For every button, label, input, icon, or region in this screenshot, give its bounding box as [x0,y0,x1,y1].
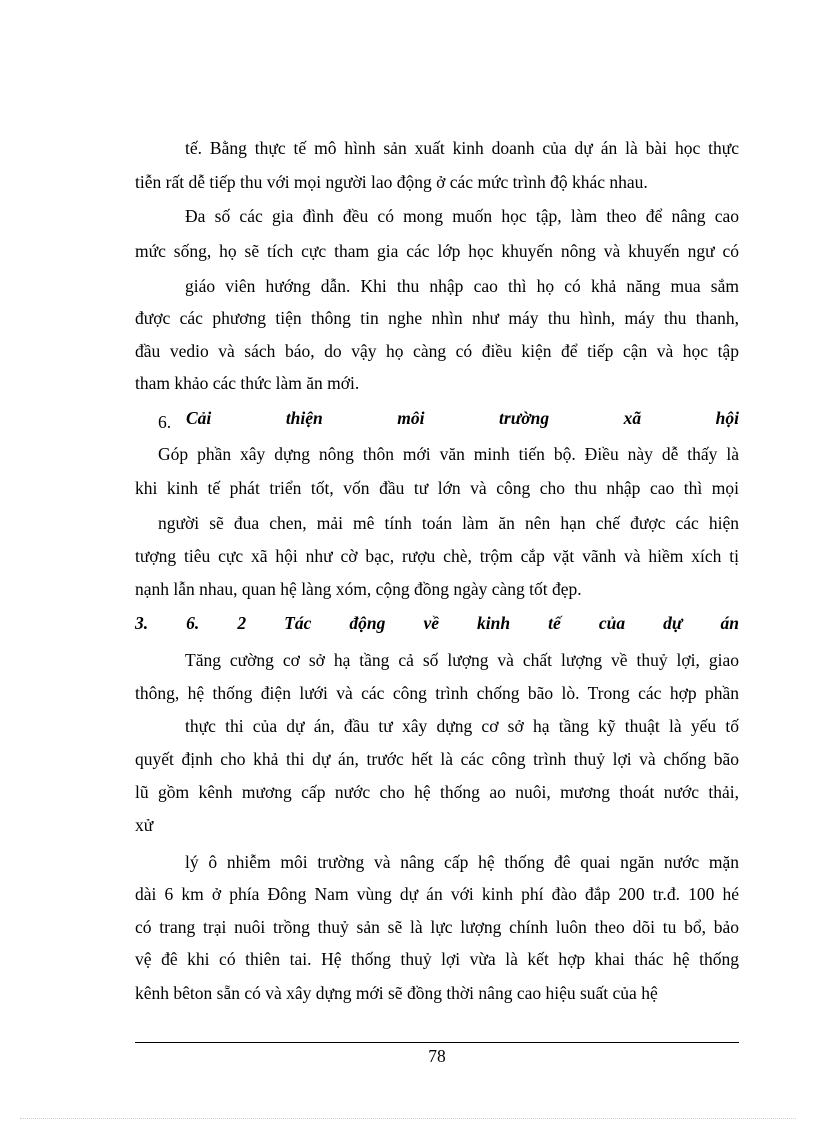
text-line: tiễn rất dễ tiếp thu với mọi người lao động ở các mức trình độ khác nhau. [135,172,648,192]
text-line: vệ đê khi có thiên tai. Hệ thống thuỷ lợi vừa là kết hợp khai thác hệ thống [135,949,739,969]
text-line: quyết định cho khả thi dự án, trước hết là các công trình thuỷ lợi và chống bão [135,749,739,769]
text-line: được các phương tiện thông tin nghe nhìn như máy thu hình, máy thu thanh, [135,308,739,328]
heading-word: thiện [285,408,323,428]
text-line: nạnh lẫn nhau, quan hệ làng xóm, cộng đồng ngày càng tốt đẹp. [135,579,582,599]
heading-word: án [720,613,739,633]
section-heading-social [186,406,739,430]
footer-divider [135,1042,739,1043]
heading-word: Cải [186,408,212,428]
heading-word: về [423,613,439,633]
heading-word: hội [715,408,739,428]
text-line: tham khảo các thức làm ăn mới. [135,373,360,393]
text-line: người sẽ đua chen, mải mê tính toán làm ăn nên hạn chế được các hiện [158,513,739,533]
heading-word: kinh [477,613,511,633]
text-line: xử [135,815,154,835]
text-line: khi kinh tế phát triển tốt, vốn đầu tư lớn và công cho thu nhập cao thì mọi [135,478,739,498]
text-line: dài 6 km ở phía Đông Nam vùng dự án với kinh phí đào đắp 200 tr.đ. 100 hé [135,884,739,904]
heading-word: 2 [237,613,247,633]
text-line: tượng tiêu cực xã hội như cờ bạc, rượu chè, trộm cắp vặt vãnh và hiềm xích tị [135,546,739,566]
text-line: Tăng cường cơ sở hạ tầng cả số lượng và chất lượng về thuỷ lợi, giao [185,650,739,670]
heading-word: trường [499,408,550,428]
text-line: giáo viên hướng dẫn. Khi thu nhập cao thì họ có khả năng mua sắm [185,276,739,296]
page-bottom-border [20,1118,796,1119]
page-number: 78 [428,1046,446,1066]
text-line: tế. Bằng thực tế mô hình sản xuất kinh doanh của dự án là bài học thực [185,138,739,158]
heading-word: động [349,613,386,633]
section-heading-economic [135,611,739,635]
heading-word: Tác [284,613,312,633]
heading-word: xã [623,408,642,428]
text-line: kênh bêton sẵn có và xây dựng mới sẽ đồng thời nâng cao hiệu suất của hệ [135,983,658,1003]
text-line: lũ gồm kênh mương cấp nước cho hệ thống ao nuôi, mương thoát nước thải, [135,782,739,802]
text-line: Đa số các gia đình đều có mong muốn học tập, làm theo để nâng cao [185,206,739,226]
heading-word: môi [397,408,425,428]
heading-word: 6. [186,613,200,633]
heading-number: 6. [158,412,172,432]
text-line: có trang trại nuôi trồng thuỷ sản sẽ là lực lượng chính luôn theo dõi tu bổ, bảo [135,917,739,937]
text-line: đầu vedio và sách báo, do vậy họ càng có điều kiện để tiếp cận và học tập [135,341,739,361]
heading-word: tế [548,613,561,633]
heading-word: 3. [135,613,149,633]
heading-word: của [598,613,626,633]
text-line: thông, hệ thống điện lưới và các công trình chống bão lò. Trong các hợp phần [135,683,739,703]
heading-word: dự [663,613,683,633]
text-line: thực thi của dự án, đầu tư xây dựng cơ sở hạ tầng kỹ thuật là yếu tố [185,716,739,736]
text-line: Góp phần xây dựng nông thôn mới văn minh tiến bộ. Điều này dễ thấy là [158,444,739,464]
text-line: lý ô nhiễm môi trường và nâng cấp hệ thống đê quai ngăn nước mặn [185,852,739,872]
text-line: mức sống, họ sẽ tích cực tham gia các lớp học khuyến nông và khuyến ngư có [135,241,739,261]
